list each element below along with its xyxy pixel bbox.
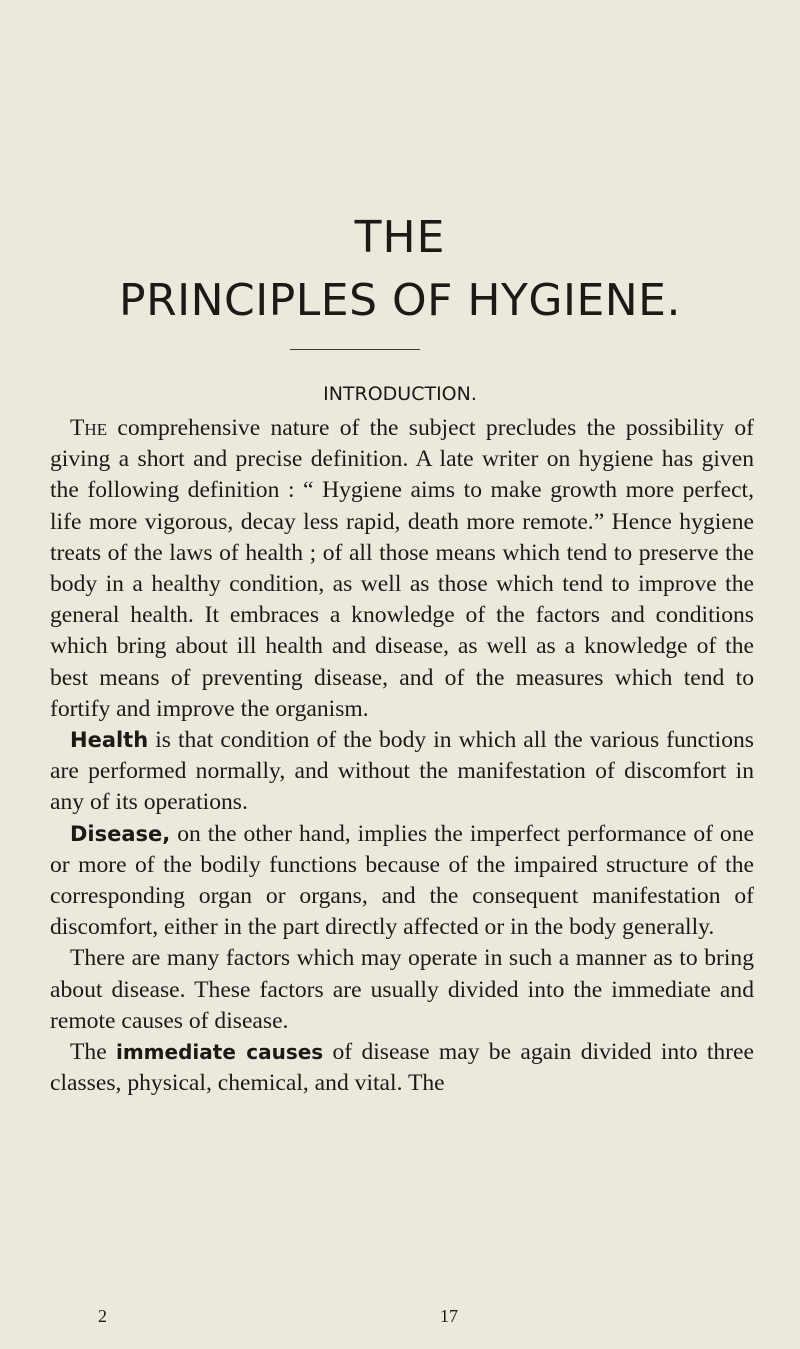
paragraph-factors: There are many factors which may operate in such a manner as to bring about disease. These factors are usually divided into the immediate and remote causes of disease. (50, 945, 754, 1034)
paragraph-disease (50, 819, 754, 944)
paragraph-health-text: is that condition of the body in which all the various functions are performed normally, and without the manifestation of discomfort in any of its operations. (50, 727, 754, 816)
paragraph-immediate-text: of disease may be again divided into three classes, physical, chemical, and vital. The (50, 1039, 754, 1097)
paragraph-intro (50, 413, 754, 725)
paragraph-lead-word: The (70, 415, 108, 441)
body-text (50, 413, 754, 1099)
term-health: Health (70, 728, 149, 753)
title-line-1: THE (354, 212, 446, 263)
signature-mark: 2 (98, 1306, 107, 1326)
page-number: 17 (440, 1306, 458, 1326)
paragraph-immediate-causes (50, 1037, 754, 1099)
term-immediate-causes: immediate causes (115, 1040, 324, 1065)
paragraph-intro-text: comprehensive nature of the subject precludes the possibility of giving a short and precise definition. A late writer on hygiene has given the following definition : “ Hygiene aims to make growth more perfect, life more vigorous, decay less rapid, death more remote.” Hence hygiene treats of the laws of health ; of all those means which tend to preserve the body in a healthy condition, as well as those which tend to improve the general health. It embraces a knowledge of the factors and conditions which bring about ill health and disease, as well as a knowledge of the best means of preventing disease, and of the measures which tend to fortify and improve the organism. (50, 415, 754, 722)
book-title: PRINCIPLES OF HYGIENE. (119, 275, 681, 326)
term-disease: Disease, (70, 821, 171, 846)
paragraph-immediate-lead: The (70, 1039, 116, 1066)
paragraph-disease-text: on the other hand, implies the imperfect performance of one or more of the bodily functions because of the impaired structure of the corresponding organ or organs, and the consequent manifestation of discomfort, either in the part directly affected or in the body generally. (50, 820, 754, 941)
paragraph-health (50, 725, 754, 819)
title-divider-rule (290, 349, 420, 350)
section-heading: INTRODUCTION. (323, 383, 477, 405)
